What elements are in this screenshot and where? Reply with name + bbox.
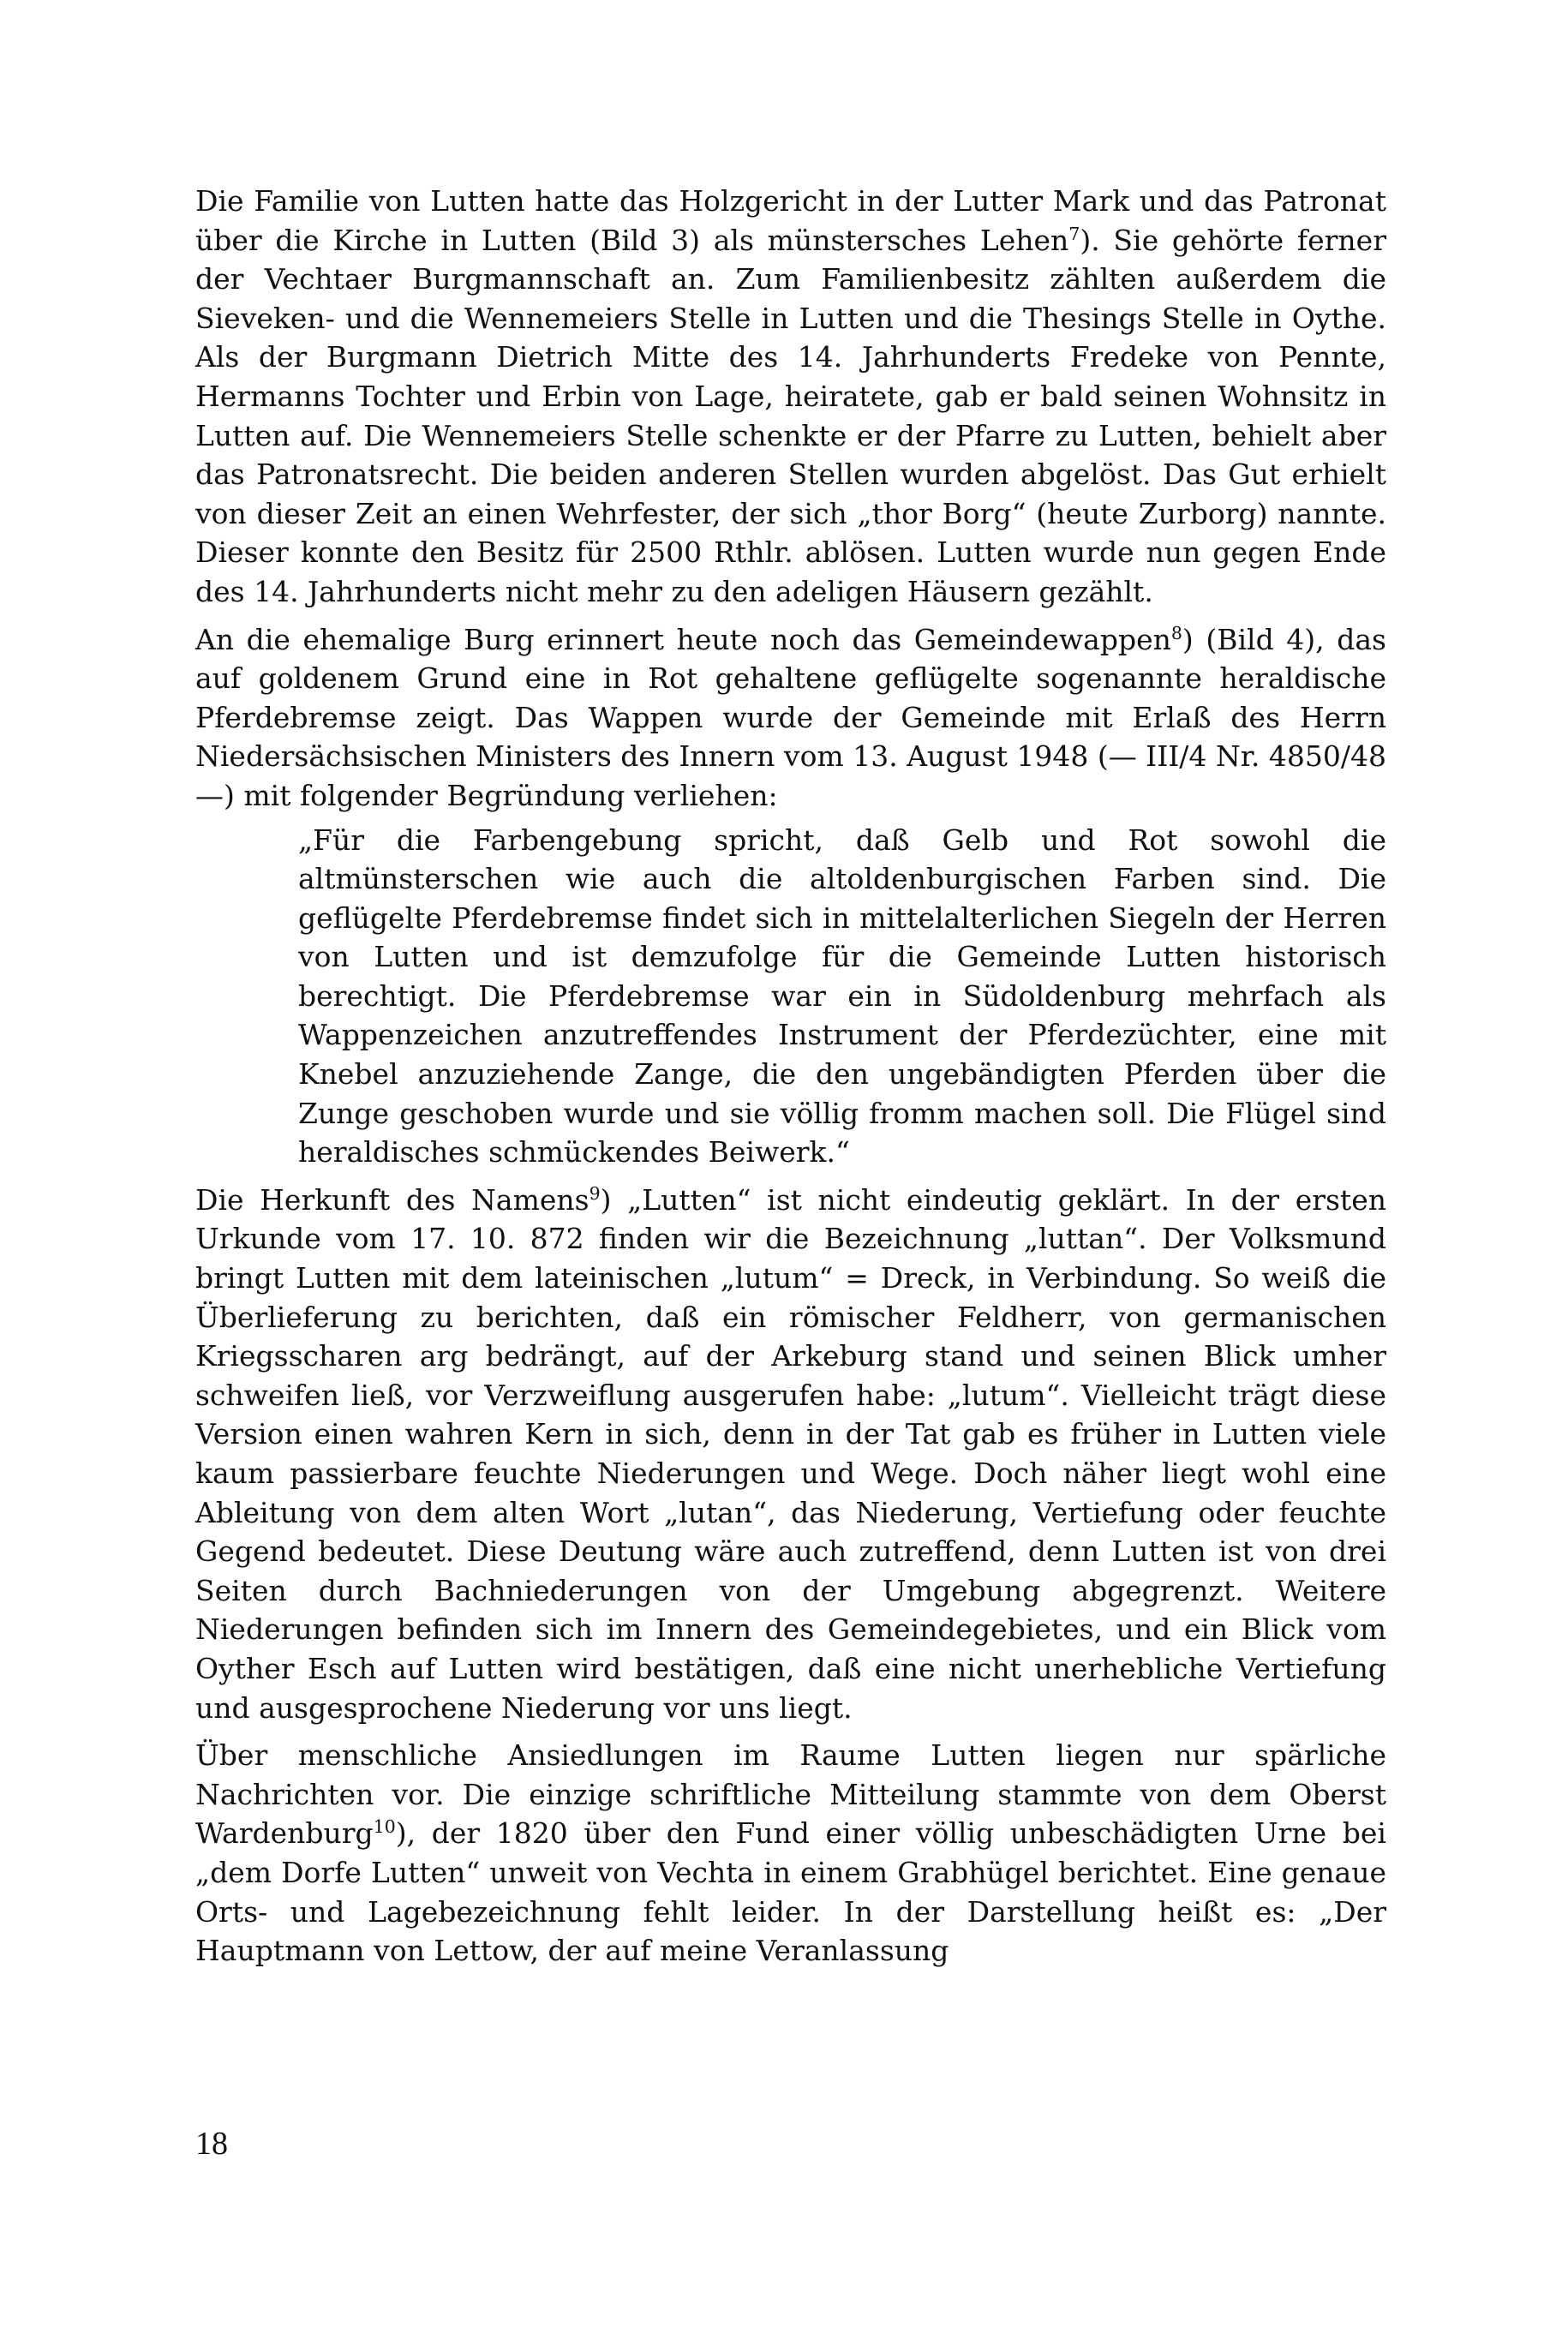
paragraph-coat-of-arms — [195, 620, 1386, 816]
paragraph-settlements — [195, 1736, 1386, 1971]
paragraph-text: An die ehemalige Burg erinnert heute noch das Gemeindewappen — [195, 622, 1171, 656]
paragraph-text: Die Familie von Lutten hatte das Holzgericht in der Lutter Mark und das Patronat über die Kirche in Lutten (Bild 3) als münstersches Lehen — [195, 184, 1386, 257]
footnote-ref: 9 — [589, 1182, 601, 1204]
paragraph-text: ) „Lutten“ ist nicht eindeutig geklärt. In der ersten Urkunde vom 17. 10. 872 finden wir die Bezeichnung „luttan“. Der Volksmund bringt Lutten mit dem lateinischen „lutum“ = Dreck, in Verbindung. So weiß die Überlieferung zu berichten, daß ein römischer Feldherr, von germanischen Kriegsscharen arg bedrängt, auf der Arkeburg stand und seinen Blick umher schweifen ließ, vor Verzweiflung ausgerufen habe: „lutum“. Vielleicht trägt diese Version einen wahren Kern in sich, denn in der Tat gab es früher in Lutten viele kaum passierbare feuchte Niederungen und Wege. Doch näher liegt wohl eine Ableitung von dem alten Wort „lutan“, das Niederung, Vertiefung oder feuchte Gegend bedeutet. Diese Deutung wäre auch zutreffend, denn Lutten ist von drei Seiten durch Bachniederungen von der Umgebung abgegrenzt. Weitere Niederungen befinden sich im Innern des Gemeindegebietes, und ein Blick vom Oyther Esch auf Lutten wird bestätigen, daß eine nicht unerhebliche Vertiefung und ausgesprochene Niederung vor uns liegt. — [195, 1182, 1386, 1725]
paragraph-text: Über menschliche Ansiedlungen im Raume Lutten liegen nur spärliche Nachrichten vor. Die einzige schriftliche Mitteilung stammte von dem Oberst Wardenburg — [195, 1738, 1386, 1851]
paragraph-text: ). Sie gehörte ferner der Vechtaer Burgmannschaft an. Zum Familienbesitz zählten außerdem die Sieveken- und die Wennemeiers Stelle in Lutten und die Thesings Stelle in Oythe. Als der Burgmann Dietrich Mitte des 14. Jahrhunderts Fredeke von Pennte, Hermanns Tochter und Erbin von Lage, heiratete, gab er bald seinen Wohnsitz in Lutten auf. Die Wennemeiers Stelle schenkte er der Pfarre zu Lutten, behielt aber das Patronatsrecht. Die beiden anderen Stellen wurden abgelöst. Das Gut erhielt von dieser Zeit an einen Wehrfester, der sich „thor Borg“ (heute Zurborg) nannte. Dieser konnte den Besitz für 2500 Rthlr. ablösen. Lutten wurde nun gegen Ende des 14. Jahrhunderts nicht mehr zu den adeligen Häusern gezählt. — [195, 223, 1386, 608]
footnote-ref: 7 — [1068, 223, 1080, 244]
paragraph-name-origin — [195, 1181, 1386, 1727]
paragraph-text: ) (Bild 4), das auf goldenem Grund eine in Rot gehaltene geflügelte sogenannte heraldische Pferdebremse zeigt. Das Wappen wurde der Gemeinde mit Erlaß des Herrn Niedersächsischen Ministers des Innern vom 13. August 1948 (— III/4 Nr. 4850/48 —) mit folgender Begründung verliehen: — [195, 622, 1386, 812]
paragraph-text: Die Herkunft des Namens — [195, 1182, 589, 1217]
paragraph-family-lutten — [195, 182, 1386, 612]
paragraph-text: ), der 1820 über den Fund einer völlig unbeschädigten Urne bei „dem Dorfe Lutten“ unweit von Vechta in einem Grabhügel berichtet. Eine genaue Orts- und Lagebezeichnung fehlt leider. In der Darstellung heißt es: „Der Hauptmann von Lettow, der auf meine Veranlassung — [195, 1816, 1386, 1968]
block-quote: „Für die Farbengebung spricht, daß Gelb und Rot sowohl die altmünsterschen wie auch die altoldenburgischen Farben sind. Die geflügelte Pferdebremse findet sich in mittelalterlichen Siegeln der Herren von Lutten und ist demzufolge für die Gemeinde Lutten historisch berechtigt. Die Pferdebremse war ein in Südoldenburg mehrfach als Wappenzeichen anzutreffendes Instrument der Pferdezüchter, eine mit Knebel anzuziehende Zange, die den ungebändigten Pferden über die Zunge geschoben wurde und sie völlig fromm machen soll. Die Flügel sind heraldisches schmückendes Beiwerk.“ — [298, 823, 1386, 1169]
footnote-ref: 10 — [373, 1816, 396, 1838]
book-page — [195, 182, 1386, 1971]
page-number: 18 — [195, 2126, 228, 2162]
footnote-ref: 8 — [1170, 622, 1182, 643]
